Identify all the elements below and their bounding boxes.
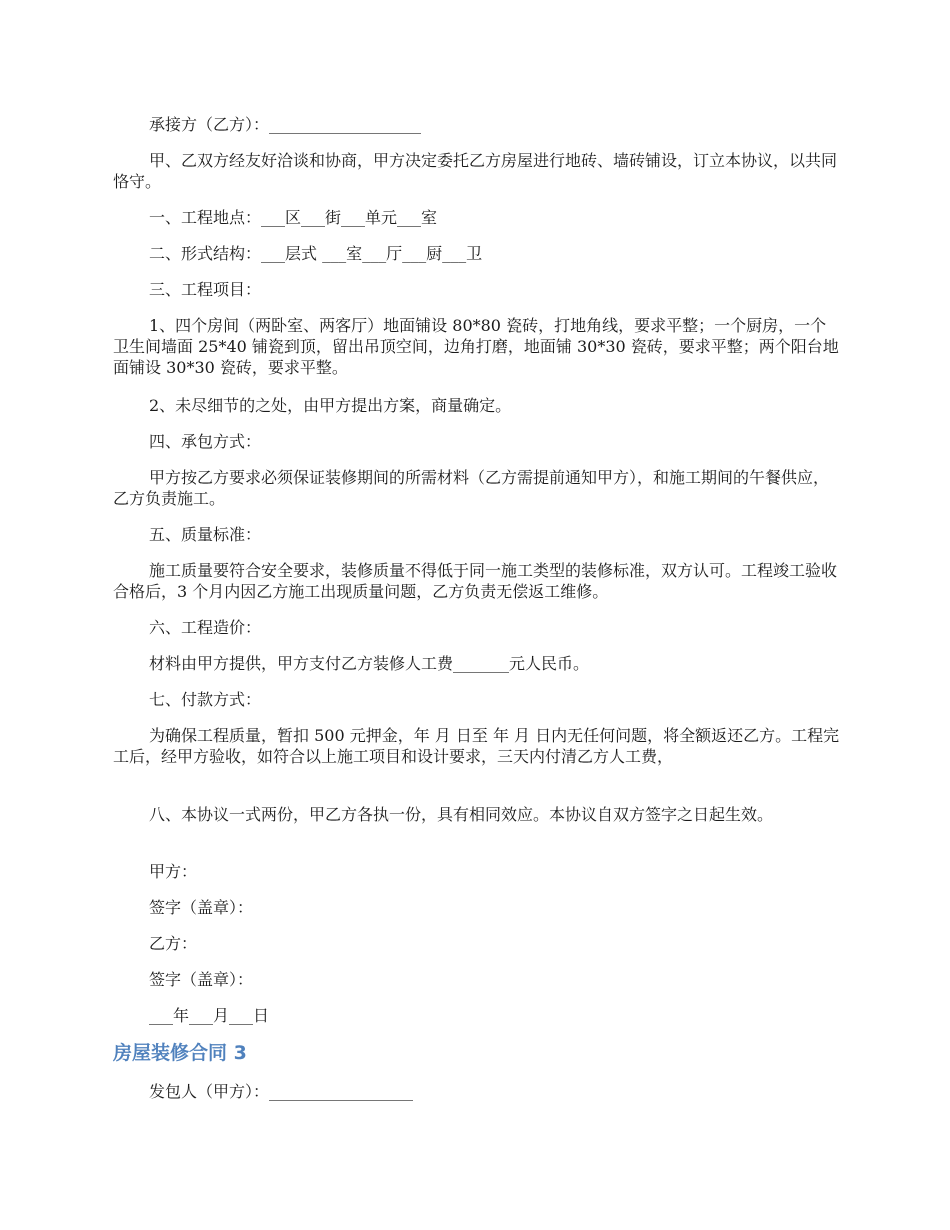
clause-location: 一、工程地点：___区___街___单元___室 (149, 208, 438, 227)
clause-structure: 二、形式结构：___层式 ___室___厅___厨___卫 (149, 244, 483, 263)
preamble-paragraph: 甲、乙双方经友好洽谈和协商，甲方决定委托乙方房屋进行地砖、墙砖铺设，订立本协议，以共同恪守。 (113, 151, 838, 191)
clause-payment-heading: 七、付款方式： (149, 690, 262, 709)
cost-paragraph: 材料由甲方提供，甲方支付乙方装修人工费_______元人民币。 (149, 654, 590, 673)
employer-party-line: 发包人（甲方）：__________________ (149, 1082, 414, 1101)
contract-method-paragraph: 甲方按乙方要求必须保证装修期间的所需材料（乙方需提前通知甲方），和施工期间的午餐供应，乙方负责施工。 (113, 468, 830, 508)
clause-project-heading: 三、工程项目： (149, 280, 262, 299)
clause-quality-heading: 五、质量标准： (149, 525, 262, 544)
project-item-1: 1、四个房间（两卧室、两客厅）地面铺设 80*80 瓷砖，打地角线，要求平整；一个厨房，一个卫生间墙面 25*40 铺瓷到顶，留出吊顶空间，边角打磨，地面铺 30*30 瓷砖，要求平整；两个阳台地面铺设 30*30 瓷砖，要求平整。 (113, 316, 839, 377)
payment-paragraph: 为确保工程质量，暂扣 500 元押金，年 月 日至 年 月 日内无任何问题，将全额返还乙方。工程完工后，经甲方验收，如符合以上施工项目和设计要求，三天内付清乙方人工费， (113, 726, 840, 766)
party-b-label: 乙方： (149, 934, 198, 953)
project-item-2: 2、未尽细节的之处，由甲方提出方案，商量确定。 (149, 396, 512, 415)
contractor-party-line: 承接方（乙方）：___________________ (149, 115, 422, 134)
clause-cost-heading: 六、工程造价： (149, 618, 262, 637)
section-heading: 房屋装修合同 3 (113, 1042, 247, 1064)
clause-contract-method-heading: 四、承包方式： (149, 432, 262, 451)
party-b-signature-label: 签字（盖章）： (149, 970, 254, 989)
clause-copies-paragraph: 八、本协议一式两份，甲乙方各执一份，具有相同效应。本协议自双方签字之日起生效。 (149, 805, 774, 824)
quality-paragraph: 施工质量要符合安全要求，装修质量不得低于同一施工类型的装修标准，双方认可。工程竣工验收合格后，3 个月内因乙方施工出现质量问题，乙方负责无偿返工维修。 (113, 561, 838, 601)
party-a-signature-label: 签字（盖章）： (149, 898, 254, 917)
party-a-label: 甲方： (149, 862, 198, 881)
date-line: ___年___月___日 (149, 1006, 270, 1025)
